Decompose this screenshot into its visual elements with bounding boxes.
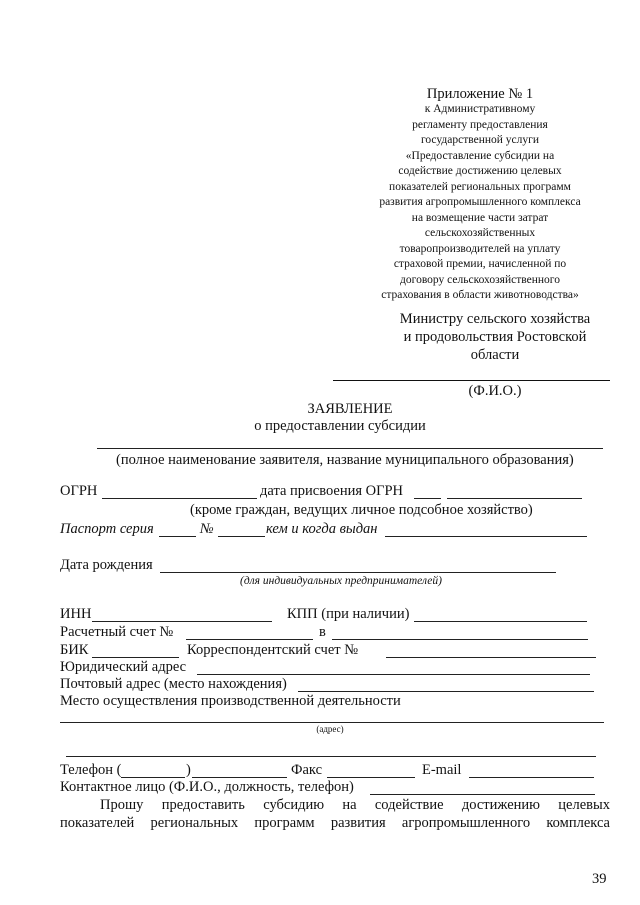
contact-person-field[interactable] bbox=[370, 794, 595, 795]
appendix-line: показателей региональных программ bbox=[389, 180, 571, 193]
legal-address-field[interactable] bbox=[197, 674, 590, 675]
page-number: 39 bbox=[592, 871, 607, 887]
request-paragraph-line: Прошу предоставить субсидию на содействие достижению целевых bbox=[100, 797, 610, 813]
appendix-title: Приложение № 1 bbox=[426, 86, 534, 102]
activity-address-extra-field[interactable] bbox=[66, 756, 596, 757]
activity-place-label: Место осуществления производственной деятельности bbox=[60, 693, 401, 709]
appendix-line: страховой премии, начисленной по bbox=[393, 258, 567, 270]
passport-series-field[interactable] bbox=[159, 536, 196, 537]
ogrn-note: (кроме граждан, ведущих личное подсобное хозяйство) bbox=[190, 502, 533, 518]
birth-date-label: Дата рождения bbox=[60, 557, 153, 573]
appendix-line: на возмещение части затрат bbox=[411, 211, 549, 224]
applicant-caption: (полное наименование заявителя, название муниципального образования) bbox=[116, 452, 574, 468]
contact-person-label: Контактное лицо (Ф.И.О., должность, телефон) bbox=[60, 779, 354, 795]
account-bank-field[interactable] bbox=[332, 639, 588, 640]
addressee-line: и продовольствия Ростовской bbox=[403, 329, 587, 345]
phone-label: Телефон ( bbox=[60, 762, 122, 778]
phone-code-field[interactable] bbox=[121, 777, 185, 778]
appendix-line: товаропроизводителей на уплату bbox=[399, 242, 561, 255]
fax-field[interactable] bbox=[327, 777, 415, 778]
birth-date-field[interactable] bbox=[160, 572, 556, 573]
ogrn-date-label: дата присвоения ОГРН bbox=[260, 483, 404, 499]
kpp-field[interactable] bbox=[414, 621, 587, 622]
email-field[interactable] bbox=[469, 777, 594, 778]
appendix-line: развития агропромышленного комплекса bbox=[379, 196, 581, 208]
ogrn-date-field[interactable] bbox=[414, 498, 441, 499]
passport-number-field[interactable] bbox=[218, 536, 265, 537]
appendix-line: страхования в области животноводства» bbox=[381, 289, 579, 301]
birth-date-note: (для индивидуальных предпринимателей) bbox=[240, 575, 442, 587]
fio-line bbox=[333, 380, 610, 381]
fax-label: Факс bbox=[291, 762, 323, 778]
account-field[interactable] bbox=[186, 639, 313, 640]
appendix-line: «Предоставление субсидии на bbox=[405, 149, 555, 162]
postal-address-field[interactable] bbox=[298, 691, 594, 692]
appendix-line: государственной услуги bbox=[420, 134, 540, 146]
appendix-line: содействие достижению целевых bbox=[398, 165, 562, 177]
ogrn-label: ОГРН bbox=[60, 483, 98, 499]
kpp-label: КПП (при наличии) bbox=[287, 606, 410, 622]
activity-address-field[interactable] bbox=[60, 722, 604, 723]
ogrn-date-field[interactable] bbox=[447, 498, 582, 499]
bik-field[interactable] bbox=[92, 657, 179, 658]
passport-issued-field[interactable] bbox=[385, 536, 587, 537]
request-paragraph-line: показателей региональных программ развития агропромышленного комплекса bbox=[60, 815, 610, 831]
ogrn-field[interactable] bbox=[102, 498, 257, 499]
passport-issued-label: кем и когда выдан bbox=[266, 521, 378, 537]
address-caption: (адрес) bbox=[316, 724, 344, 734]
account-label: Расчетный счет № bbox=[60, 624, 174, 640]
applicant-name-line[interactable] bbox=[97, 448, 603, 449]
appendix-line: регламенту предоставления bbox=[412, 118, 548, 131]
appendix-line: договору сельскохозяйственного bbox=[400, 273, 560, 286]
phone-number-field[interactable] bbox=[192, 777, 287, 778]
fio-caption: (Ф.И.О.) bbox=[468, 383, 522, 399]
passport-number-label: № bbox=[200, 521, 214, 537]
legal-address-label: Юридический адрес bbox=[60, 659, 187, 675]
inn-label: ИНН bbox=[60, 606, 92, 622]
appendix-line: сельскохозяйственных bbox=[424, 227, 536, 239]
inn-field[interactable] bbox=[92, 621, 272, 622]
bik-label: БИК bbox=[60, 642, 89, 658]
corr-account-field[interactable] bbox=[386, 657, 596, 658]
passport-series-label: Паспорт серия bbox=[60, 521, 154, 537]
appendix-line: к Административному bbox=[424, 103, 536, 115]
addressee-line: области bbox=[470, 347, 520, 363]
addressee-line: Министру сельского хозяйства bbox=[399, 311, 591, 327]
phone-close-paren: ) bbox=[186, 762, 191, 778]
email-label: E-mail bbox=[422, 762, 462, 778]
account-bank-label: в bbox=[319, 624, 326, 640]
postal-address-label: Почтовый адрес (место нахождения) bbox=[60, 676, 287, 692]
statement-title: ЗАЯВЛЕНИЕ bbox=[307, 401, 393, 417]
statement-subtitle: о предоставлении субсидии bbox=[254, 418, 426, 434]
corr-account-label: Корреспондентский счет № bbox=[187, 642, 359, 658]
